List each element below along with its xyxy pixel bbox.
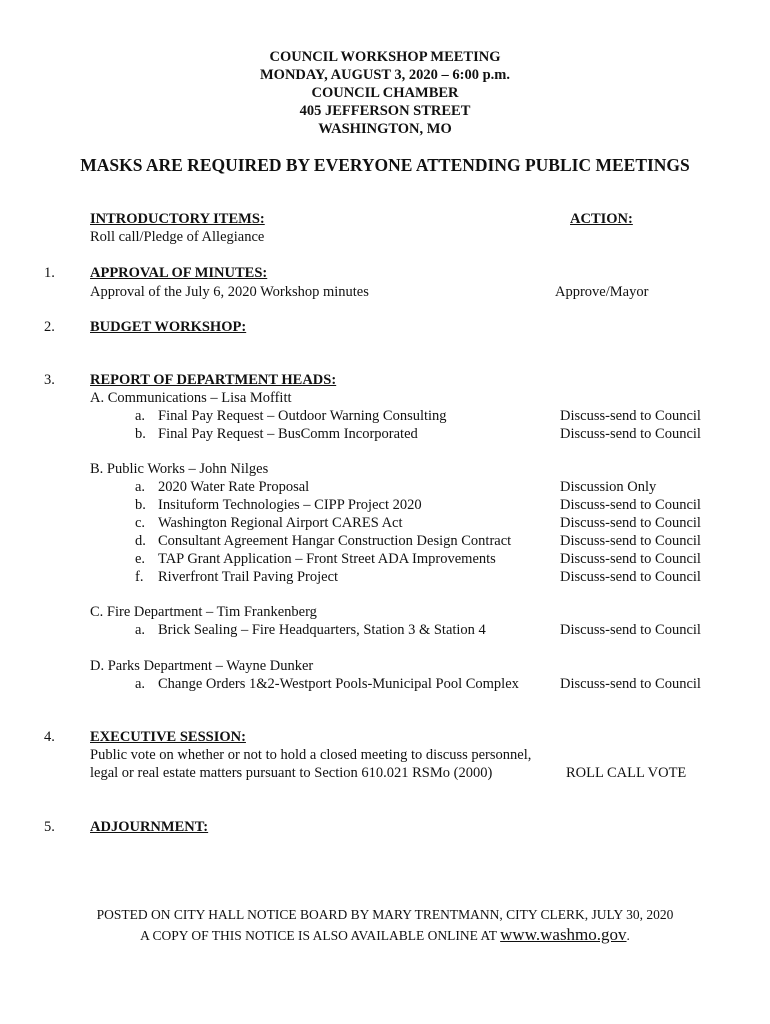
item-heading-budget: BUDGET WORKSHOP: bbox=[90, 319, 247, 335]
dept-fire: C. Fire Department – Tim Frankenberg bbox=[90, 604, 317, 620]
list-item: a. 2020 Water Rate Proposal bbox=[135, 479, 310, 495]
item-action: Discuss-send to Council bbox=[560, 569, 701, 585]
item-action: Discuss-send to Council bbox=[560, 497, 701, 513]
posting-line: POSTED ON CITY HALL NOTICE BOARD BY MARY TRENTMANN, CITY CLERK, JULY 30, 2020 bbox=[96, 907, 674, 922]
item-heading-minutes: APPROVAL OF MINUTES: bbox=[90, 265, 268, 281]
item-action: Discuss-send to Council bbox=[560, 408, 701, 424]
item-text: Public vote on whether or not to hold a closed meeting to discuss personnel, bbox=[90, 747, 532, 763]
item-action: Discuss-send to Council bbox=[560, 676, 701, 692]
list-item: a. Final Pay Request – Outdoor Warning Consulting bbox=[135, 408, 447, 424]
list-item: d. Consultant Agreement Hangar Construction Design Contract bbox=[135, 533, 512, 549]
list-item: b. Insituform Technologies – CIPP Project 2020 bbox=[135, 497, 422, 513]
item-action: Discuss-send to Council bbox=[560, 533, 701, 549]
intro-heading: INTRODUCTORY ITEMS: bbox=[90, 211, 265, 227]
list-item: f. Riverfront Trail Paving Project bbox=[135, 569, 339, 585]
meeting-title: COUNCIL WORKSHOP MEETING bbox=[269, 49, 501, 65]
meeting-date: MONDAY, AUGUST 3, 2020 – 6:00 p.m. bbox=[259, 67, 511, 83]
online-notice: A COPY OF THIS NOTICE IS ALSO AVAILABLE ONLINE AT www.washmo.gov. bbox=[140, 925, 630, 944]
item-action: Approve/Mayor bbox=[555, 284, 649, 300]
masks-notice: MASKS ARE REQUIRED BY EVERYONE ATTENDING PUBLIC MEETINGS bbox=[80, 155, 690, 175]
item-action: Discuss-send to Council bbox=[560, 551, 701, 567]
meeting-address: 405 JEFFERSON STREET bbox=[299, 103, 471, 119]
item-number: 5. bbox=[44, 819, 55, 835]
action-heading: ACTION: bbox=[570, 211, 633, 227]
item-action: Discussion Only bbox=[560, 479, 657, 495]
item-heading-adjournment: ADJOURNMENT: bbox=[90, 819, 209, 835]
meeting-city: WASHINGTON, MO bbox=[318, 121, 452, 137]
posting-notice bbox=[0, 905, 770, 946]
dept-communications: A. Communications – Lisa Moffitt bbox=[90, 390, 292, 406]
item-number: 3. bbox=[44, 372, 55, 388]
item-number: 4. bbox=[44, 729, 55, 745]
item-action: Discuss-send to Council bbox=[560, 426, 701, 442]
item-action: ROLL CALL VOTE bbox=[566, 765, 687, 781]
item-text: Approval of the July 6, 2020 Workshop minutes bbox=[90, 284, 369, 300]
item-action: Discuss-send to Council bbox=[560, 515, 701, 531]
intro-item: Roll call/Pledge of Allegiance bbox=[90, 229, 265, 245]
list-item: b. Final Pay Request – BusComm Incorporated bbox=[135, 426, 418, 442]
website-link[interactable]: www.washmo.gov bbox=[500, 925, 627, 944]
item-heading-executive: EXECUTIVE SESSION: bbox=[90, 729, 246, 745]
item-number: 1. bbox=[44, 265, 55, 281]
item-action: Discuss-send to Council bbox=[560, 622, 701, 638]
item-number: 2. bbox=[44, 319, 55, 335]
meeting-location: COUNCIL CHAMBER bbox=[311, 85, 459, 101]
item-text: legal or real estate matters pursuant to Section 610.021 RSMo (2000) bbox=[90, 765, 493, 781]
dept-parks: D. Parks Department – Wayne Dunker bbox=[90, 658, 314, 674]
item-heading-reports: REPORT OF DEPARTMENT HEADS: bbox=[90, 372, 337, 388]
dept-public-works: B. Public Works – John Nilges bbox=[90, 461, 269, 477]
list-item: c. Washington Regional Airport CARES Act bbox=[135, 515, 403, 531]
meeting-header bbox=[0, 48, 770, 138]
list-item: a. Brick Sealing – Fire Headquarters, Station 3 & Station 4 bbox=[135, 622, 486, 638]
list-item: a. Change Orders 1&2-Westport Pools-Municipal Pool Complex bbox=[135, 676, 519, 692]
list-item: e. TAP Grant Application – Front Street ADA Improvements bbox=[135, 551, 496, 567]
